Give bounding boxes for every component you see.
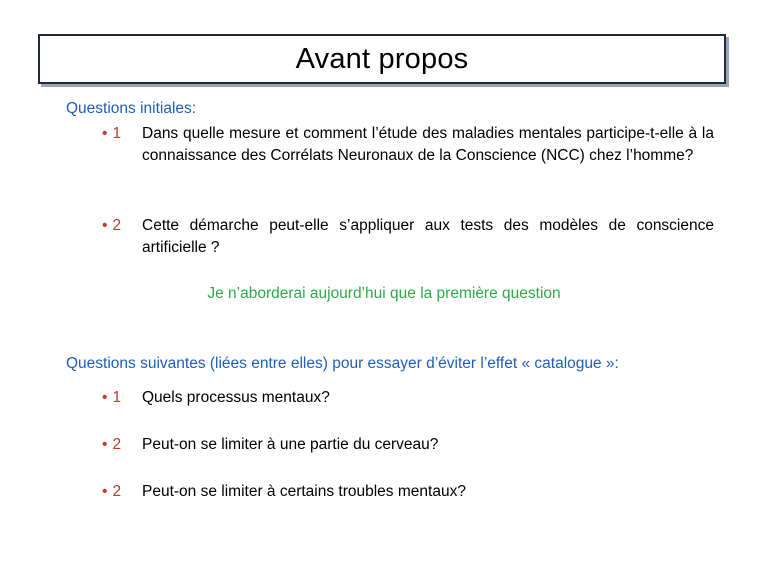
bullet-number: • 1 (102, 389, 122, 406)
bullet-text: Quels processus mentaux? (142, 389, 330, 406)
section1-item-2 (102, 215, 714, 258)
section2-item-1 (102, 387, 714, 409)
bullet-text: Cette démarche peut-elle s’appliquer aux tests des modèles de conscience artificielle ? (142, 217, 714, 256)
bullet-text: Peut-on se limiter à une partie du cerveau? (142, 436, 439, 453)
title-box (38, 34, 726, 84)
section1-item-1 (102, 123, 714, 166)
section2-item-2 (102, 434, 714, 456)
green-note: Je n’aborderai aujourd’hui que la première question (207, 285, 561, 302)
section1-heading: Questions initiales: (66, 100, 197, 117)
bullet-number: • 2 (102, 483, 122, 500)
bullet-number: • 2 (102, 436, 122, 453)
bullet-number: • 1 (102, 125, 122, 142)
bullet-text: Dans quelle mesure et comment l’étude des maladies mentales participe-t-elle à la connaissance des Corrélats Neuronaux de la Conscience (NCC) chez l’homme? (142, 125, 714, 164)
section2-heading: Questions suivantes (liées entre elles) pour essayer d’éviter l’effet « catalogue »: (66, 355, 619, 372)
slide-title: Avant propos (295, 42, 469, 75)
bullet-number: • 2 (102, 217, 122, 234)
bullet-text: Peut-on se limiter à certains troubles mentaux? (142, 483, 466, 500)
section2-item-3 (102, 481, 714, 503)
